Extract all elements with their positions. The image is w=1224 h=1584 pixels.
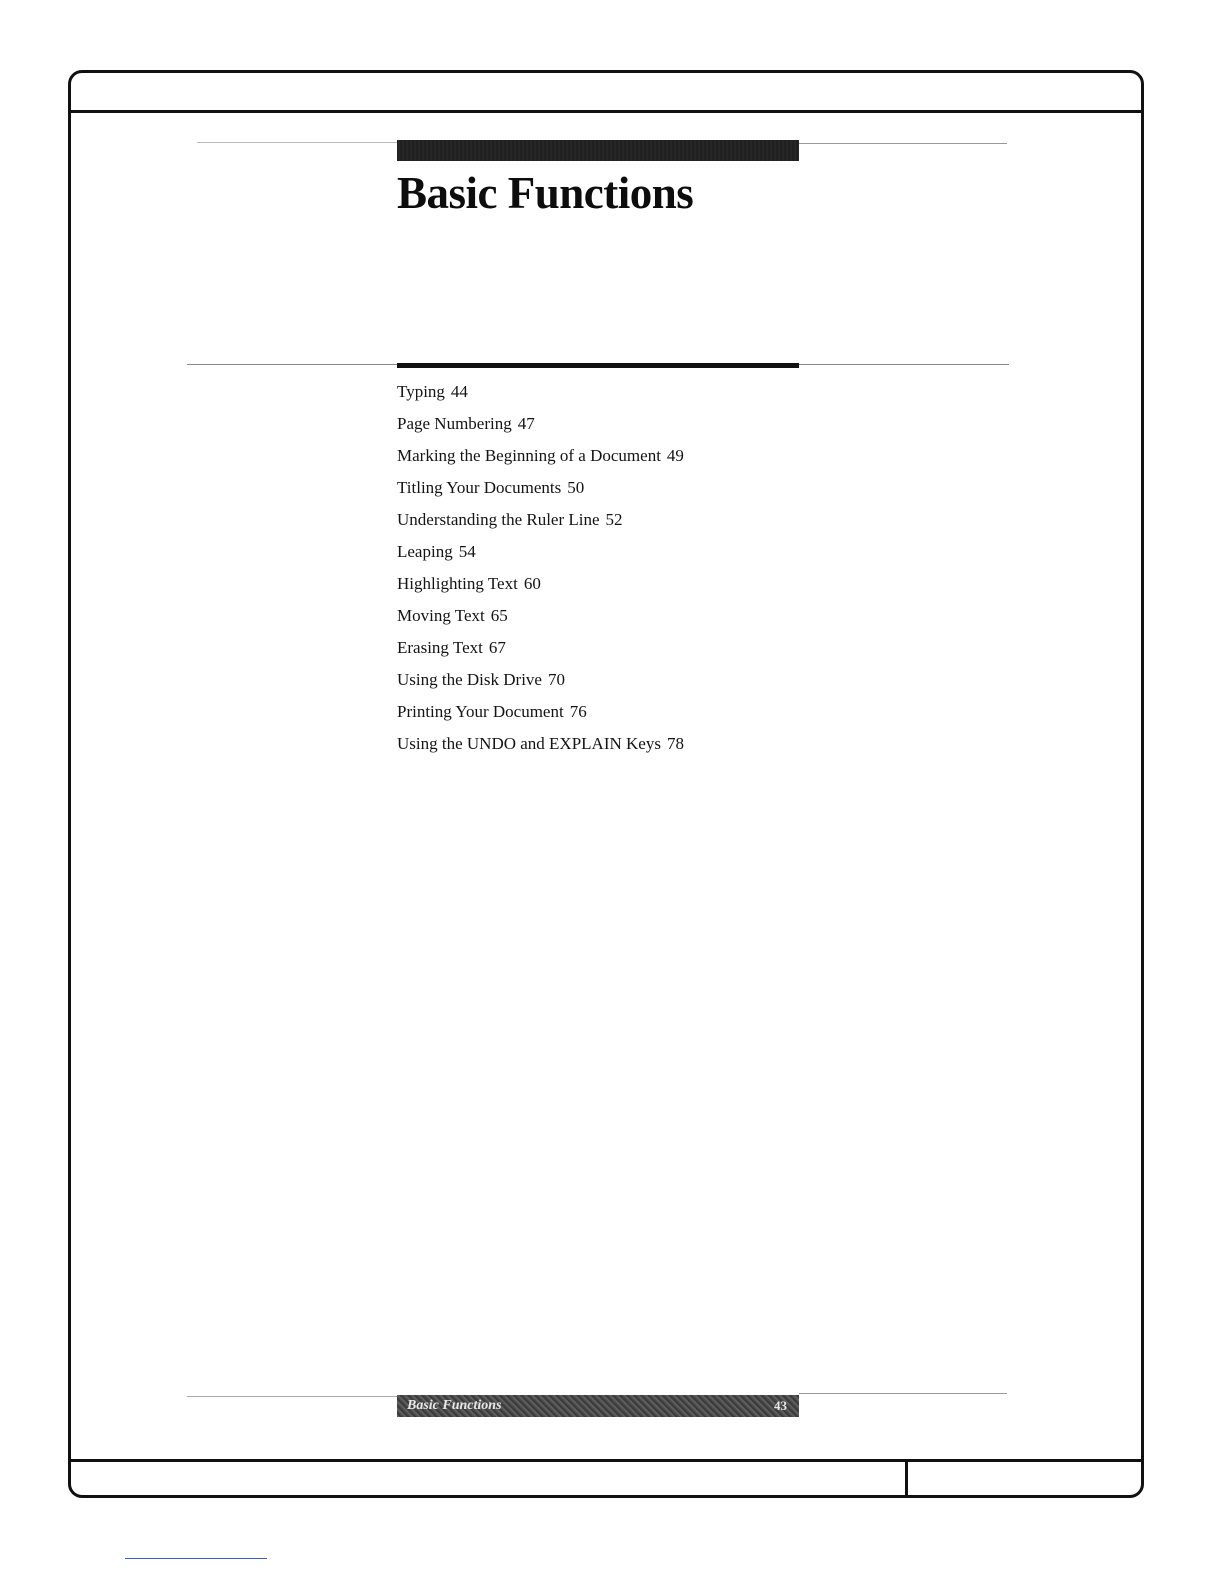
toc-entry	[397, 442, 684, 474]
chapter-title-bar	[397, 140, 799, 161]
toc-page-number: 50	[567, 478, 585, 497]
toc-topic: Highlighting Text	[397, 574, 518, 593]
toc-entry	[397, 474, 684, 506]
toc-entry	[397, 602, 684, 634]
frame-top-rule	[71, 110, 1141, 113]
toc-topic: Titling Your Documents	[397, 478, 562, 497]
scan-rule-bottom-right	[799, 1393, 1007, 1394]
page-frame	[68, 70, 1144, 1498]
toc-page-number: 44	[450, 382, 468, 401]
toc-page-number: 52	[605, 510, 623, 529]
scan-rule-top-left	[197, 142, 397, 143]
toc-entry	[397, 378, 684, 410]
link-underline[interactable]	[125, 1558, 267, 1559]
toc-page-number: 60	[523, 574, 541, 593]
toc-entry	[397, 698, 684, 730]
toc-topic: Typing	[397, 382, 445, 401]
toc-topic: Erasing Text	[397, 638, 483, 657]
toc-topic: Printing Your Document	[397, 702, 564, 721]
toc-topic: Leaping	[397, 542, 453, 561]
scan-rule-mid-right	[799, 364, 1009, 365]
chapter-title-underline	[397, 363, 799, 368]
toc-topic: Page Numbering	[397, 414, 512, 433]
toc-entry	[397, 730, 684, 762]
toc-page-number: 49	[666, 446, 684, 465]
toc-topic: Marking the Beginning of a Document	[397, 446, 661, 465]
toc-topic: Using the UNDO and EXPLAIN Keys	[397, 734, 661, 753]
toc-page-number: 76	[569, 702, 587, 721]
toc-entry	[397, 666, 684, 698]
toc-entry	[397, 410, 684, 442]
toc-page-number: 65	[490, 606, 508, 625]
toc-topic: Understanding the Ruler Line	[397, 510, 600, 529]
footer-bar	[397, 1395, 799, 1417]
toc-entry	[397, 634, 684, 666]
scan-rule-top-right	[799, 143, 1007, 144]
toc-topic: Using the Disk Drive	[397, 670, 542, 689]
toc-page-number: 67	[488, 638, 506, 657]
toc-entry	[397, 570, 684, 602]
toc-entry	[397, 538, 684, 570]
footer-page-number: 43	[774, 1398, 787, 1413]
toc-entry	[397, 506, 684, 538]
toc-page-number: 70	[547, 670, 565, 689]
footer-section-title: Basic Functions	[407, 1398, 502, 1413]
table-of-contents	[397, 378, 684, 762]
toc-page-number: 78	[666, 734, 684, 753]
toc-page-number: 47	[517, 414, 535, 433]
scan-rule-mid-left	[187, 364, 397, 365]
toc-topic: Moving Text	[397, 606, 485, 625]
scan-rule-bottom-left	[187, 1396, 397, 1397]
toc-page-number: 54	[458, 542, 476, 561]
frame-bottom-rule	[71, 1459, 1141, 1462]
chapter-title: Basic Functions	[397, 168, 694, 218]
frame-bottom-divider	[905, 1459, 908, 1498]
